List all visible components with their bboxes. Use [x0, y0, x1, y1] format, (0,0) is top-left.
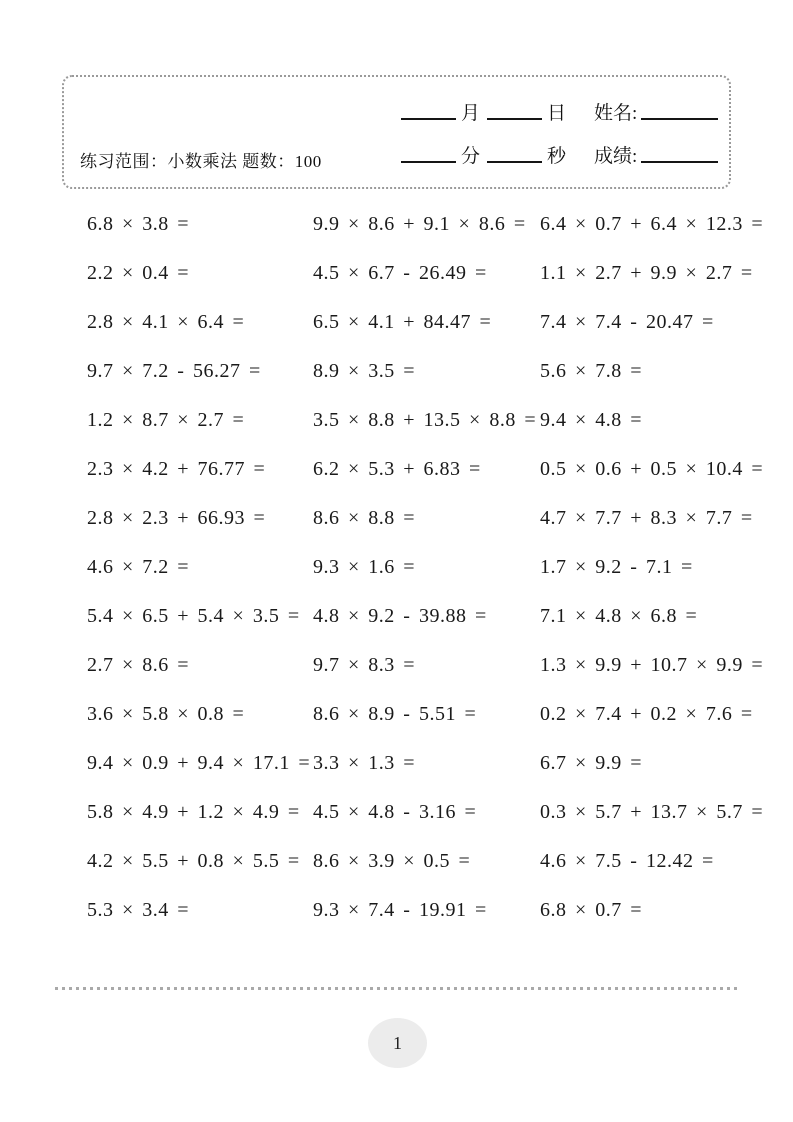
problem-c1-r3: 2.8 × 4.1 × 6.4 =	[87, 311, 245, 333]
problem-c2-r1: 9.9 × 8.6 + 9.1 × 8.6 =	[313, 213, 526, 235]
problem-c1-r14: 4.2 × 5.5 + 0.8 × 5.5 =	[87, 850, 300, 872]
month-blank-line	[401, 118, 456, 120]
problem-c1-r13: 5.8 × 4.9 + 1.2 × 4.9 =	[87, 801, 300, 823]
score-blank-line	[641, 161, 718, 163]
problem-c2-r9: 4.8 × 9.2 - 39.88 =	[313, 605, 487, 627]
problem-c2-r10: 9.7 × 8.3 =	[313, 654, 416, 676]
name-label: 姓名:	[594, 103, 638, 124]
problem-c1-r9: 5.4 × 6.5 + 5.4 × 3.5 =	[87, 605, 300, 627]
header-box	[62, 75, 731, 189]
problem-c2-r7: 8.6 × 8.8 =	[313, 507, 416, 529]
score-label: 成绩:	[594, 146, 638, 167]
problem-c3-r1: 6.4 × 0.7 + 6.4 × 12.3 =	[540, 213, 764, 235]
problem-c3-r12: 6.7 × 9.9 =	[540, 752, 643, 774]
date-score-area	[401, 97, 718, 166]
problem-c3-r6: 0.5 × 0.6 + 0.5 × 10.4 =	[540, 458, 764, 480]
problem-c2-r12: 3.3 × 1.3 =	[313, 752, 416, 774]
problem-c1-r15: 5.3 × 3.4 =	[87, 899, 190, 921]
second-blank-line	[487, 161, 542, 163]
problem-c1-r10: 2.7 × 8.6 =	[87, 654, 190, 676]
problem-c3-r5: 9.4 × 4.8 =	[540, 409, 643, 431]
page-number-badge	[368, 1018, 427, 1068]
problem-c3-r2: 1.1 × 2.7 + 9.9 × 2.7 =	[540, 262, 753, 284]
problem-c3-r3: 7.4 × 7.4 - 20.47 =	[540, 311, 714, 333]
day-blank-line	[487, 118, 542, 120]
problem-c2-r6: 6.2 × 5.3 + 6.83 =	[313, 458, 481, 480]
problem-c2-r14: 8.6 × 3.9 × 0.5 =	[313, 850, 471, 872]
practice-info: 练习范围：小数乘法 题数：100	[80, 152, 322, 171]
problem-c3-r15: 6.8 × 0.7 =	[540, 899, 643, 921]
problem-c2-r13: 4.5 × 4.8 - 3.16 =	[313, 801, 477, 823]
second-label: 秒	[547, 146, 567, 167]
problem-c3-r14: 4.6 × 7.5 - 12.42 =	[540, 850, 714, 872]
problem-c3-r10: 1.3 × 9.9 + 10.7 × 9.9 =	[540, 654, 764, 676]
minute-label: 分	[461, 146, 481, 167]
problem-c2-r11: 8.6 × 8.9 - 5.51 =	[313, 703, 477, 725]
problem-c1-r5: 1.2 × 8.7 × 2.7 =	[87, 409, 245, 431]
problem-c2-r4: 8.9 × 3.5 =	[313, 360, 416, 382]
name-blank-line	[641, 118, 718, 120]
problem-c2-r8: 9.3 × 1.6 =	[313, 556, 416, 578]
problem-c2-r2: 4.5 × 6.7 - 26.49 =	[313, 262, 487, 284]
problem-c1-r12: 9.4 × 0.9 + 9.4 × 17.1 =	[87, 752, 311, 774]
problem-c1-r11: 3.6 × 5.8 × 0.8 =	[87, 703, 245, 725]
problem-c3-r13: 0.3 × 5.7 + 13.7 × 5.7 =	[540, 801, 764, 823]
month-label: 月	[461, 103, 481, 124]
day-label: 日	[547, 103, 567, 124]
page-number: 1	[393, 1032, 402, 1053]
problem-c3-r11: 0.2 × 7.4 + 0.2 × 7.6 =	[540, 703, 753, 725]
problem-c3-r9: 7.1 × 4.8 × 6.8 =	[540, 605, 698, 627]
problem-c2-r5: 3.5 × 8.8 + 13.5 × 8.8 =	[313, 409, 537, 431]
problem-c2-r15: 9.3 × 7.4 - 19.91 =	[313, 899, 487, 921]
bottom-dotted-rule	[55, 987, 739, 990]
problem-c1-r4: 9.7 × 7.2 - 56.27 =	[87, 360, 261, 382]
problem-c1-r1: 6.8 × 3.8 =	[87, 213, 190, 235]
minute-blank-line	[401, 161, 456, 163]
time-score-row	[401, 140, 718, 166]
problem-c1-r8: 4.6 × 7.2 =	[87, 556, 190, 578]
problem-c1-r2: 2.2 × 0.4 =	[87, 262, 190, 284]
problem-c1-r7: 2.8 × 2.3 + 66.93 =	[87, 507, 266, 529]
problem-c3-r4: 5.6 × 7.8 =	[540, 360, 643, 382]
problem-c3-r7: 4.7 × 7.7 + 8.3 × 7.7 =	[540, 507, 753, 529]
problems-grid	[87, 200, 793, 935]
problem-c2-r3: 6.5 × 4.1 + 84.47 =	[313, 311, 492, 333]
problem-c1-r6: 2.3 × 4.2 + 76.77 =	[87, 458, 266, 480]
problem-c3-r8: 1.7 × 9.2 - 7.1 =	[540, 556, 693, 578]
date-row	[401, 97, 718, 123]
